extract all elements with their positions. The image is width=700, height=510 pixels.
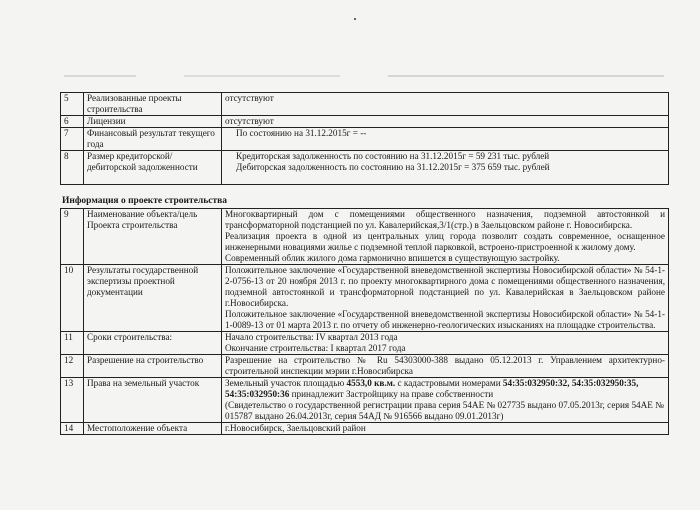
row-value (222, 378, 669, 423)
project-info-table (60, 208, 669, 435)
table-row (61, 355, 669, 378)
table-row (61, 332, 669, 355)
row-value (222, 151, 669, 185)
table-row (61, 128, 669, 151)
row-number: 10 (61, 265, 84, 332)
row-value: По состоянию на 31.12.2015г = -- (222, 128, 669, 151)
table-row (61, 116, 669, 128)
row-value: отсутствуют (222, 116, 669, 128)
row-number: 12 (61, 355, 84, 378)
table-row (61, 93, 669, 116)
row-label: Права на земельный участок (84, 378, 222, 423)
text: с кадастровыми номерами (395, 378, 503, 388)
row-label: Наименование объекта/цель Проекта строительства (84, 209, 222, 265)
certificate-note: (Свидетельство о государственной регистрации права серия 54АЕ № 027735 выдано 07.05.2013г, серия 54АЕ № 015787 выдано 26.04.2013г, серия 54АД № 916566 выдано 09.01.2013г) (225, 400, 664, 421)
row-number: 5 (61, 93, 84, 116)
paragraph: Положительное заключение «Государственной вневедомственной экспертизы Новосибирской области» № 54-1-2-0756-13 от 20 ноября 2013 г. по проекту многоквартирного дома с помещениями общественного назначения, подземной автостоянкой и трансформаторной подстанцией по ул. Кавалерийская в Заельцовском районе г.Новосибирска. (225, 265, 665, 308)
paragraph: Реализация проекта в одной из центральных улиц города позволит создать современное, оснащенное инженерными новациями жилье с подземной теплой парковкой, встроено-пристроенной к жилому дому. (225, 231, 665, 252)
text: Земельный участок площадью (225, 378, 347, 388)
row-value (222, 265, 669, 332)
table-row (61, 151, 669, 185)
cadastral-number: 54:35:032950:35, 54:35:032950:36 (225, 378, 639, 399)
row-number: 11 (61, 332, 84, 355)
section-title: Информация о проекте строительства (62, 196, 228, 206)
table-row (61, 378, 669, 423)
row-label: Реализованные проекты строительства (84, 93, 222, 116)
start-date: Начало строительства: IV квартал 2013 года (225, 332, 398, 342)
table-row (61, 265, 669, 332)
row-label: Разрешение на строительство (84, 355, 222, 378)
land-area: 4553,0 кв.м. (346, 378, 396, 388)
row-label: Финансовый результат текущего года (84, 128, 222, 151)
row-value: г.Новосибирск, Заельцовский район (222, 423, 669, 435)
row-number: 9 (61, 209, 84, 265)
payables-line: Кредиторская задолженность по состоянию на 31.12.2015г = 59 231 тыс. рублей (236, 151, 550, 161)
receivables-line: Дебиторская задолженность по состоянию на 31.12.2015г = 375 659 тыс. рублей (236, 162, 550, 172)
row-value: отсутствуют (222, 93, 669, 116)
end-date: Окончание строительства: I квартал 2017 года (225, 343, 406, 353)
company-info-table (60, 92, 669, 185)
row-number: 8 (61, 151, 84, 185)
row-label: Размер кредиторской/дебиторской задолженности (84, 151, 222, 185)
bleed-through-line (64, 75, 664, 77)
paragraph: Современный облик жилого дома гармонично впишется в существующую застройку. (225, 253, 560, 263)
table-row (61, 423, 669, 435)
row-value (222, 209, 669, 265)
cadastral-number: 54:35:032950:32, (502, 378, 570, 388)
row-number: 13 (61, 378, 84, 423)
table-row (61, 209, 669, 265)
row-value (222, 332, 669, 355)
row-label: Сроки строительства: (84, 332, 222, 355)
row-number: 7 (61, 128, 84, 151)
row-label: Лицензии (84, 116, 222, 128)
paragraph: Разрешение на строительство № Ru 54303000-388 выдано 05.12.2013 г. Управлением архитектурно-строительной инспекции мэрии г.Новосибирска (225, 355, 665, 376)
paragraph: Многоквартирный дом с помещениями общественного назначения, подземной автостоянкой и трансформаторной подстанцией по ул. Кавалерийская,3/1(стр.) в Заельцовском районе г. Новосибирска. (225, 209, 665, 230)
row-number: 14 (61, 423, 84, 435)
text: принадлежит Застройщику на праве собственности (289, 389, 494, 399)
paragraph: Положительное заключение «Государственной вневедомственной экспертизы Новосибирской области» № 54-1-1-0089-13 от 01 марта 2013 г. по отчету об инженерно-геологических изысканиях на площадке строительства. (225, 309, 665, 330)
scan-speck (354, 18, 356, 20)
row-label: Местоположение объекта (84, 423, 222, 435)
row-label: Результаты государственной экспертизы проектной документации (84, 265, 222, 332)
row-value (222, 355, 669, 378)
row-number: 6 (61, 116, 84, 128)
